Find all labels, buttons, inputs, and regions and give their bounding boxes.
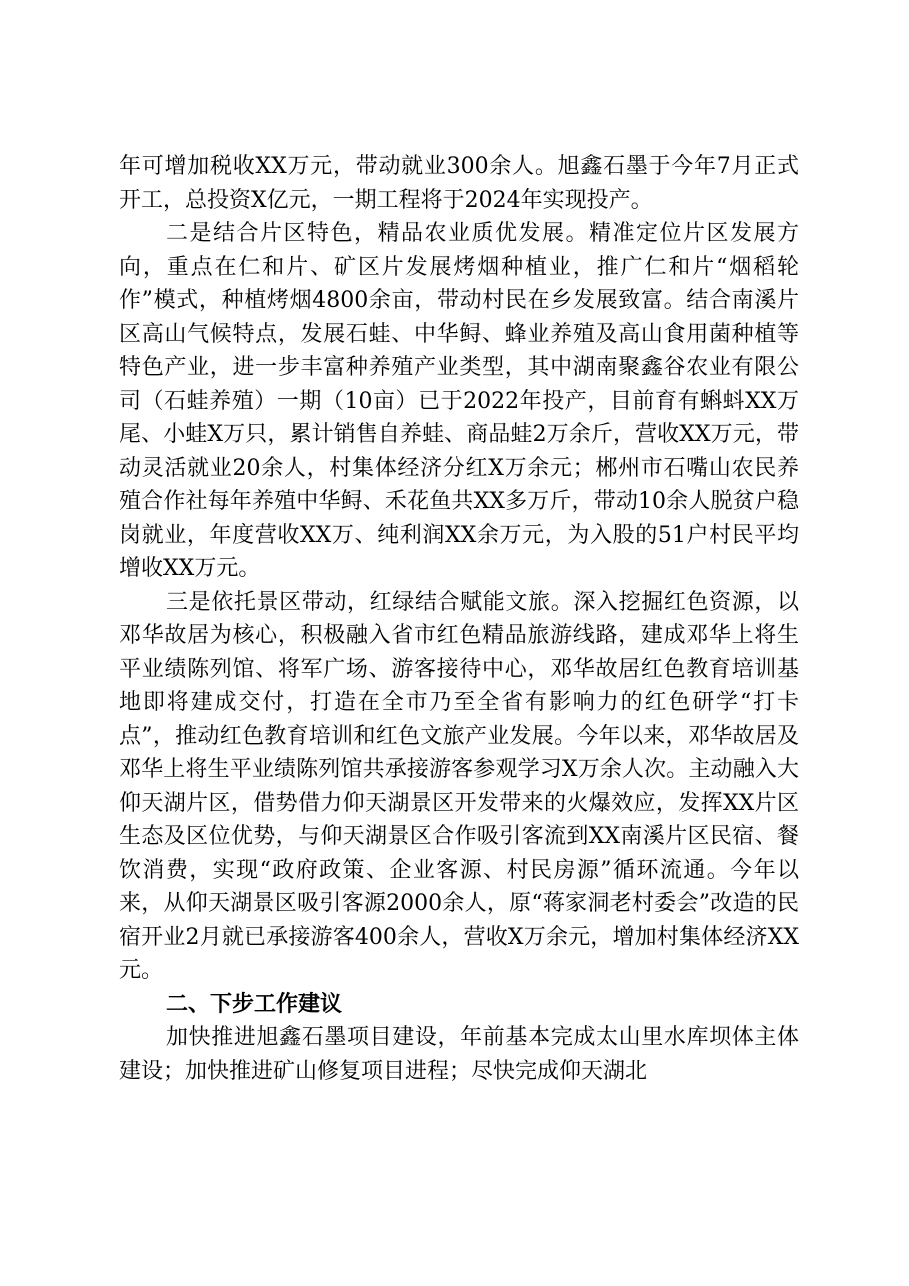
paragraph-continuation: 年可增加税收XX万元，带动就业300余人。旭鑫石墨于今年7月正式开工，总投资X亿元，一期工程将于2024年实现投产。 [119,154,799,213]
paragraph-next-steps: 加快推进旭鑫石墨项目建设，年前基本完成太山里水库坝体主体建设；加快推进矿山修复项目进程；尽快完成仰天湖北 [119,1025,799,1084]
section-heading: 二、下步工作建议 [166,991,343,1017]
paragraph-tourism: 三是依托景区带动，红绿结合赋能文旅。深入挖掘红色资源，以邓华故居为核心，积极融入省市红色精品旅游线路，建成邓华上将生平业绩陈列馆、将军广场、游客接待中心，邓华故居红色教育培训基地即将建成交付，打造在全市乃至全省有影响力的红色研学“打卡点”，推动红色教育培训和红色文旅产业发展。今年以来，邓华故居及邓华上将生平业绩陈列馆共承接游客参观学习X万余人次。主动融入大仰天湖片区，借势借力仰天湖景区开发带来的火爆效应，发挥XX片区生态及区位优势，与仰天湖景区合作吸引客流到XX南溪片区民宿、餐饮消费，实现“政府政策、企业客源、村民房源”循环流通。今年以来，从仰天湖景区吸引客源2000余人，原“蒋家洞老村委会”改造的民宿开业2月就已承接游客400余人，营收X万余元，增加村集体经济XX元。 [119,589,799,983]
paragraph-agriculture: 二是结合片区特色，精品农业质优发展。精准定位片区发展方向，重点在仁和片、矿区片发展烤烟种植业，推广仁和片“烟稻轮作”模式，种植烤烟4800余亩，带动村民在乡发展致富。结合南溪片区高山气候特点，发展石蛙、中华鲟、蜂业养殖及高山食用菌种植等特色产业，进一步丰富种养殖产业类型，其中湖南聚鑫谷农业有限公司（石蛙养殖）一期（10亩）已于2022年投产，目前育有蝌蚪XX万尾、小蛙X万只，累计销售自养蛙、商品蛙2万余斤，营收XX万元，带动灵活就业20余人，村集体经济分红X万余元；郴州市石嘴山农民养殖合作社每年养殖中华鲟、禾花鱼共XX多万斤，带动10余人脱贫户稳岗就业，年度营收XX万、纯利润XX余万元，为入股的51户村民平均增收XX万元。 [119,221,799,581]
document-body [119,150,799,1088]
